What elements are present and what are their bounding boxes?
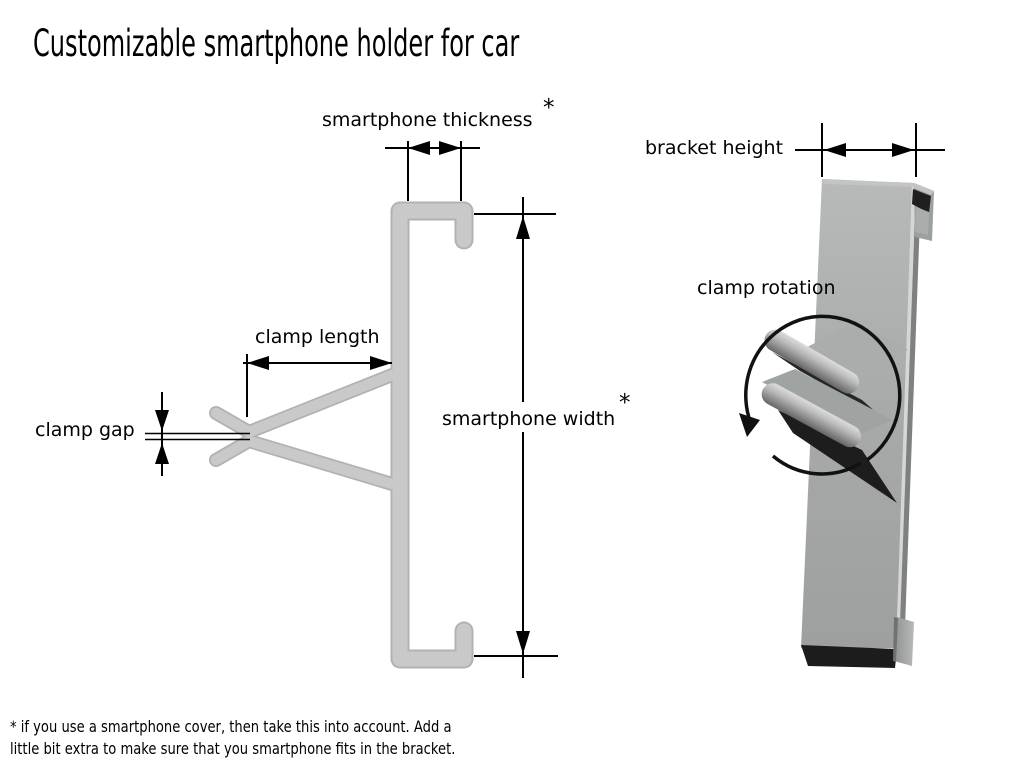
- footnote: [10, 716, 455, 760]
- smartphone-width-label: smartphone width: [442, 408, 616, 430]
- footnote-line-2: little bit extra to make sure that you smartphone fits in the bracket.: [10, 739, 456, 758]
- clamp-gap-arrow-down: [155, 410, 169, 431]
- thickness-arrow-right: [439, 141, 461, 155]
- clamp-gap-arrow-up: [155, 443, 169, 464]
- rotation-arrowhead: [739, 413, 760, 437]
- bracket-height-arrow-right: [892, 143, 914, 157]
- bracket-3d-render: [739, 179, 934, 668]
- smartphone-thickness-asterisk: *: [543, 95, 555, 121]
- clamp-length-arrow-right: [370, 356, 392, 370]
- width-arrow-bottom: [516, 631, 530, 654]
- smartphone-thickness-label: smartphone thickness: [322, 109, 533, 131]
- bottom-underside-shadow: [801, 645, 897, 668]
- bracket-profile-2d: [216, 211, 464, 659]
- width-arrow-top: [516, 216, 530, 239]
- profile-fill: [400, 211, 464, 659]
- footnote-line-1: * if you use a smartphone cover, then take this into account. Add a: [10, 717, 452, 736]
- profile-outline: [400, 211, 464, 659]
- page-title: Customizable smartphone holder for car: [33, 22, 520, 65]
- bracket-height-label: bracket height: [645, 137, 784, 159]
- top-hook-slot: [915, 207, 929, 235]
- thickness-arrow-left: [408, 141, 430, 155]
- clamp-rotation-label: clamp rotation: [697, 277, 836, 299]
- clamp-length-arrow-left: [247, 356, 269, 370]
- bracket-height-arrow-left: [824, 143, 846, 157]
- smartphone-width-asterisk: *: [619, 390, 631, 416]
- clamp-length-label: clamp length: [255, 326, 380, 348]
- clamp-gap-label: clamp gap: [35, 419, 135, 441]
